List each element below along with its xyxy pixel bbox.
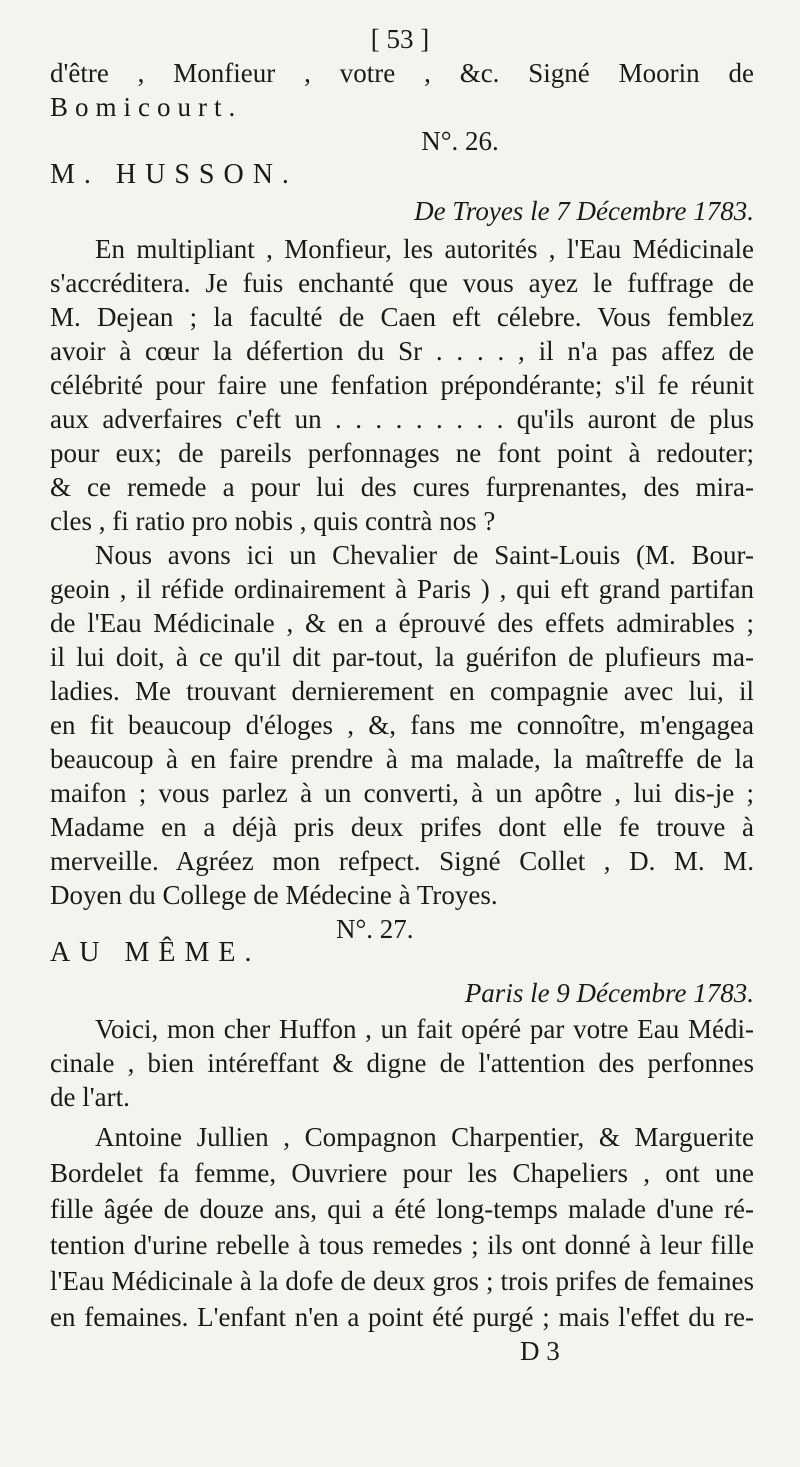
letter-dateline: Paris le 9 Décembre 1783. [464,978,754,1008]
letter-number: N°. 27. [336,914,414,944]
text-line: Bordelet fa femme, Ouvriere pour les Chapeliers , ont une [50,1158,754,1188]
letter-dateline: De Troyes le 7 Décembre 1783. [414,196,754,226]
text-line: En multipliant , Monfieur, les autorités , l'Eau Médicinale [95,234,754,264]
text-line: en fit beaucoup d'éloges , &, fans me connoître, m'engagea [50,710,754,740]
text-line: Nous avons ici un Chevalier de Saint-Louis (M. Bour- [95,540,754,570]
text-line: s'accréditera. Je fuis enchanté que vous ayez le fuffrage de [50,268,754,298]
signature-mark: D 3 [520,1336,560,1366]
text-line: & ce remede a pour lui des cures furprenantes, des mira- [50,472,754,502]
text-line: aux adverfaires c'eft un . . . . . . . . . qu'ils auront de plus [50,404,754,434]
text-line: d'être , Monfieur , votre , &c. Signé Moorin de [50,58,754,88]
text-line: maifon ; vous parlez à un converti, à un apôtre , lui dis-je ; [50,778,754,808]
text-line: cinale , bien intéreffant & digne de l'attention des perfonnes [50,1048,754,1078]
text-line: Madame en a déjà pris deux prifes dont elle fe trouve à [50,812,754,842]
text-line: l'Eau Médicinale à la dofe de deux gros ; trois prifes de femaines [50,1266,754,1296]
text-line: cles , fi ratio pro nobis , quis contrà nos ? [50,506,496,536]
text-line: de l'art. [50,1082,130,1112]
text-line: tention d'urine rebelle à tous remedes ; ils ont donné à leur fille [50,1230,754,1260]
text-line: M. Dejean ; la faculté de Caen eft célebre. Vous femblez [50,302,754,332]
text-line: beaucoup à en faire prendre à ma malade, la maîtreffe de la [50,744,754,774]
text-line: célébrité pour faire une fenfation prépondérante; s'il fe réunit [50,370,754,400]
text-line: geoin , il réfide ordinairement à Paris ) , qui eft grand partifan [50,574,754,604]
letter-recipient: AU MÊME. [50,937,261,968]
text-line: de l'Eau Médicinale , & en a éprouvé des effets admirables ; [50,608,754,638]
text-line: ladies. Me trouvant dernierement en compagnie avec lui, il [50,676,754,706]
text-line: Antoine Jullien , Compagnon Charpentier, & Marguerite [95,1122,754,1152]
text-line: pour eux; de pareils perfonnages ne font point à redouter; [50,438,754,468]
text-line: avoir à cœur la défertion du Sr . . . . , il n'a pas affez de [50,336,754,366]
page-number: [ 53 ] [370,24,430,54]
letter-number: N°. 26. [421,126,499,156]
text-line: il lui doit, à ce qu'il dit par-tout, la guérifon de plufieurs ma- [50,642,754,672]
signature-name: Bomicourt. [50,92,243,122]
letter-recipient: M. HUSSON. [50,159,298,190]
text-line: Doyen du College de Médecine à Troyes. [50,880,498,910]
text-line: merveille. Agréez mon refpect. Signé Collet , D. M. M. [50,846,754,876]
text-line: en femaines. L'enfant n'en a point été purgé ; mais l'effet du re- [50,1302,754,1332]
text-line: Voici, mon cher Huffon , un fait opéré par votre Eau Médi- [95,1014,754,1044]
text-line: fille âgée de douze ans, qui a été long-temps malade d'une ré- [50,1194,754,1224]
